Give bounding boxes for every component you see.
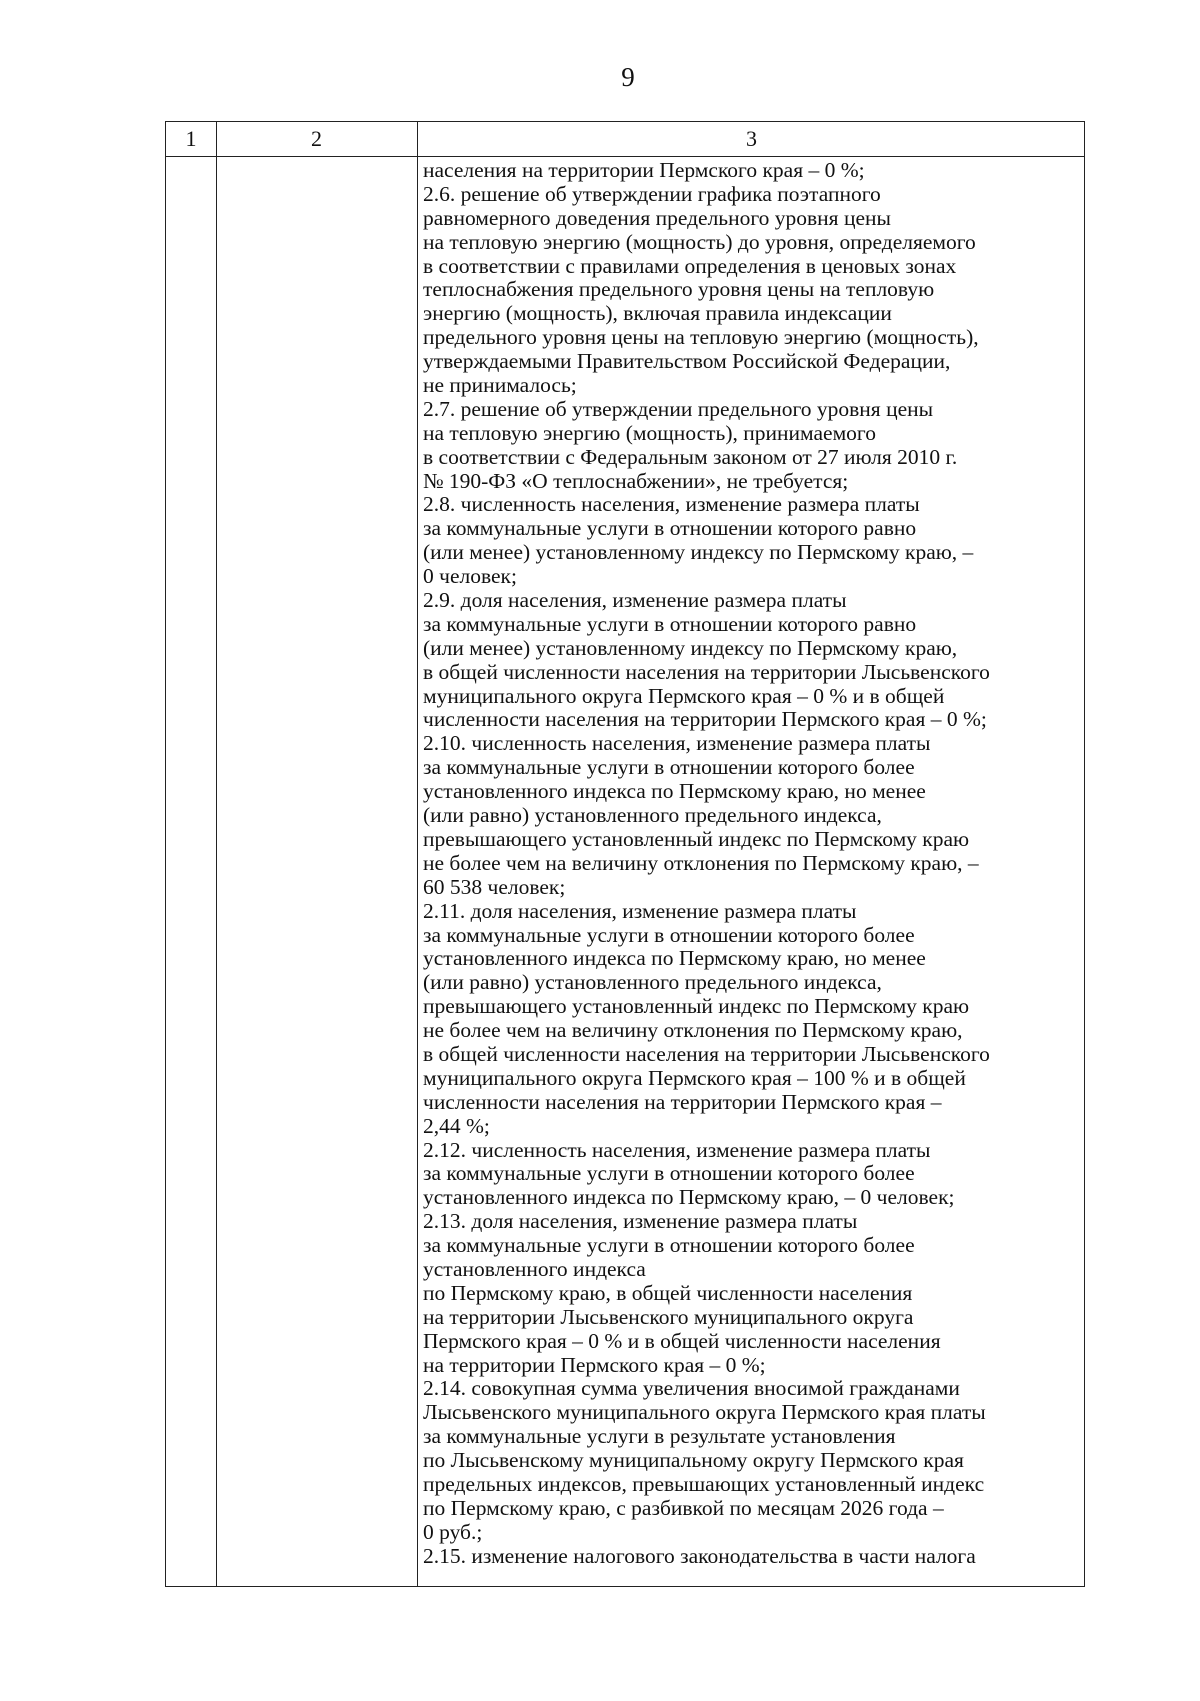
page-number: 9: [621, 62, 635, 92]
text-line: 2.9. доля населения, изменение размера платы: [423, 588, 847, 613]
text-line: муниципального округа Пермского края – 100 % и в общей: [423, 1065, 966, 1090]
header-divider: [166, 156, 1084, 157]
text-line: 2,44 %;: [423, 1113, 490, 1138]
text-line: по Пермскому краю, с разбивкой по месяцам 2026 года –: [423, 1495, 944, 1520]
text-line: 0 руб.;: [423, 1519, 483, 1544]
text-line: численности населения на территории Пермского края – 0 %;: [423, 707, 987, 732]
text-line: (или менее) установленному индексу по Пермскому краю, –: [423, 540, 974, 565]
text-line: 2.12. численность населения, изменение размера платы: [423, 1137, 931, 1162]
text-line: не более чем на величину отклонения по Пермскому краю, –: [423, 850, 979, 875]
text-line: по Лысьвенскому муниципальному округу Пермского края: [423, 1448, 964, 1473]
text-line: за коммунальные услуги в отношении которого более: [423, 755, 915, 780]
text-line: за коммунальные услуги в отношении которого равно: [423, 611, 917, 636]
text-line: в общей численности населения на территории Лысьвенского: [423, 659, 990, 684]
text-line: в соответствии с правилами определения в ценовых зонах: [423, 253, 957, 278]
text-line: за коммунальные услуги в отношении которого более: [423, 922, 915, 947]
column-3-cell-text: [423, 159, 1083, 1569]
text-line: 2.8. численность населения, изменение размера платы: [423, 492, 920, 517]
text-line: (или равно) установленного предельного индекса,: [423, 803, 882, 828]
text-line: муниципального округа Пермского края – 0 % и в общей: [423, 683, 945, 708]
text-line: установленного индекса по Пермскому краю, но менее: [423, 946, 926, 971]
text-line: за коммунальные услуги в результате установления: [423, 1424, 896, 1449]
text-line: за коммунальные услуги в отношении которого более: [423, 1233, 915, 1258]
text-line: 0 человек;: [423, 564, 517, 589]
text-line: 2.6. решение об утверждении графика поэтапного: [423, 181, 881, 206]
column-header-1: 1: [185, 126, 197, 151]
text-line: 2.11. доля населения, изменение размера платы: [423, 898, 857, 923]
text-line: на территории Лысьвенского муниципального округа: [423, 1304, 914, 1329]
text-line: (или менее) установленному индексу по Пермскому краю,: [423, 635, 958, 660]
text-line: 60 538 человек;: [423, 874, 566, 899]
text-line: 2.10. численность населения, изменение размера платы: [423, 731, 931, 756]
text-line: превышающего установленный индекс по Пермскому краю: [423, 826, 970, 851]
column-divider: [417, 122, 418, 1586]
text-line: (или равно) установленного предельного индекса,: [423, 970, 882, 995]
text-line: энергию (мощность), включая правила индексации: [423, 301, 892, 326]
text-line: установленного индекса по Пермскому краю, но менее: [423, 779, 926, 804]
text-line: численности населения на территории Пермского края –: [423, 1089, 942, 1114]
text-line: на территории Пермского края – 0 %;: [423, 1352, 766, 1377]
text-line: на тепловую энергию (мощность) до уровня, определяемого: [423, 229, 976, 254]
text-line: 2.14. совокупная сумма увеличения вносимой гражданами: [423, 1376, 960, 1401]
text-line: не принималось;: [423, 373, 577, 398]
text-line: на тепловую энергию (мощность), принимаемого: [423, 420, 876, 445]
text-line: населения на территории Пермского края – 0 %;: [423, 158, 865, 182]
column-header-3: 3: [746, 126, 757, 151]
text-line: не более чем на величину отклонения по Пермскому краю,: [423, 1018, 963, 1043]
text-line: установленного индекса по Пермскому краю, – 0 человек;: [423, 1185, 955, 1210]
text-line: утверждаемыми Правительством Российской Федерации,: [423, 349, 951, 374]
document-table: [165, 121, 1085, 1587]
text-line: № 190-ФЗ «О теплоснабжении», не требуется;: [423, 468, 849, 493]
text-line: предельного уровня цены на тепловую энергию (мощность),: [423, 325, 979, 350]
text-line: Лысьвенского муниципального округа Пермского края платы: [423, 1400, 986, 1425]
text-line: за коммунальные услуги в отношении которого равно: [423, 516, 917, 541]
text-line: установленного индекса: [423, 1256, 646, 1281]
text-line: в общей численности населения на территории Лысьвенского: [423, 1041, 990, 1066]
text-line: теплоснабжения предельного уровня цены на тепловую: [423, 277, 935, 302]
text-line: в соответствии с Федеральным законом от 27 июля 2010 г.: [423, 444, 958, 469]
text-line: Пермского края – 0 % и в общей численности населения: [423, 1328, 941, 1353]
text-line: за коммунальные услуги в отношении которого более: [423, 1161, 915, 1186]
column-header-2: 2: [311, 126, 322, 151]
column-divider: [216, 122, 217, 1586]
text-line: 2.15. изменение налогового законодательства в части налога: [423, 1543, 976, 1568]
text-line: равномерного доведения предельного уровня цены: [423, 205, 891, 230]
text-line: 2.7. решение об утверждении предельного уровня цены: [423, 396, 934, 421]
text-line: по Пермскому краю, в общей численности населения: [423, 1280, 913, 1305]
text-line: 2.13. доля населения, изменение размера платы: [423, 1209, 858, 1234]
text-line: предельных индексов, превышающих установленный индекс: [423, 1471, 985, 1496]
text-line: превышающего установленный индекс по Пермскому краю: [423, 994, 970, 1019]
